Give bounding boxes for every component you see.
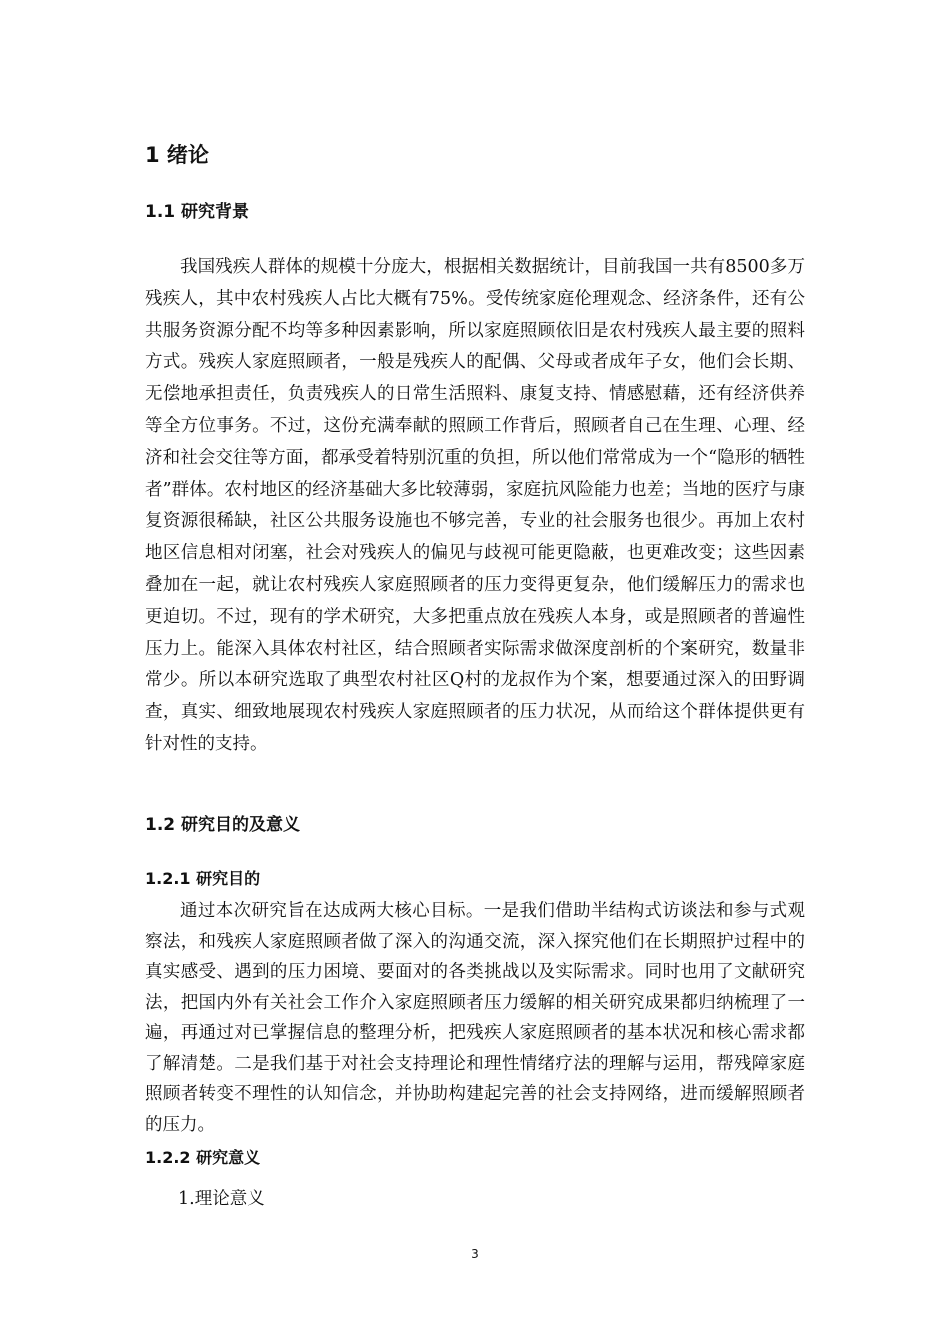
subsection-heading-1-2-2: 1.2.2 研究意义 [145, 1148, 261, 1167]
subsection-heading-1-2-1: 1.2.1 研究目的 [145, 869, 261, 888]
section-heading-1-1: 1.1 研究背景 [145, 202, 250, 222]
list-item-theoretical-significance: 1.理论意义 [178, 1189, 265, 1209]
chapter-title: 1 绪论 [145, 143, 209, 167]
page-number: 3 [471, 1247, 479, 1261]
background-paragraph: 我国残疾人群体的规模十分庞大，根据相关数据统计，目前我国一共有8500多万残疾人，其中农村残疾人占比大概有75%。受传统家庭伦理观念、经济条件，还有公共服务资源分配不均等多种因素影响，所以家庭照顾依旧是农村残疾人最主要的照料方式。残疾人家庭照顾者，一般是残疾人的配偶、父母或者成年子女，他们会长期、无偿地承担责任，负责残疾人的日常生活照料、康复支持、情感慰藉，还有经济供养等全方位事务。不过，这份充满奉献的照顾工作背后，照顾者自己在生理、心理、经济和社会交往等方面，都承受着特别沉重的负担，所以他们常常成为一个“隐形的牺牲者”群体。农村地区的经济基础大多比较薄弱，家庭抗风险能力也差；当地的医疗与康复资源很稀缺，社区公共服务设施也不够完善，专业的社会服务也很少。再加上农村地区信息相对闭塞，社会对残疾人的偏见与歧视可能更隐蔽，也更难改变；这些因素叠加在一起，就让农村残疾人家庭照顾者的压力变得更复杂，他们缓解压力的需求也更迫切。不过，现有的学术研究，大多把重点放在残疾人本身，或是照顾者的普遍性压力上。能深入具体农村社区，结合照顾者实际需求做深度剖析的个案研究，数量非常少。所以本研究选取了典型农村社区Q村的龙叔作为个案，想要通过深入的田野调查，真实、细致地展现农村残疾人家庭照顾者的压力状况，从而给这个群体提供更有针对性的支持。 [145, 257, 805, 754]
section-heading-1-2: 1.2 研究目的及意义 [145, 815, 301, 835]
purpose-paragraph: 通过本次研究旨在达成两大核心目标。一是我们借助半结构式访谈法和参与式观察法，和残疾人家庭照顾者做了深入的沟通交流，深入探究他们在长期照护过程中的真实感受、遇到的压力困境、要面对的各类挑战以及实际需求。同时也用了文献研究法，把国内外有关社会工作介入家庭照顾者压力缓解的相关研究成果都归纳梳理了一遍，再通过对已掌握信息的整理分析，把残疾人家庭照顾者的基本状况和核心需求都了解清楚。二是我们基于对社会支持理论和理性情绪疗法的理解与运用，帮残障家庭照顾者转变不理性的认知信念，并协助构建起完善的社会支持网络，进而缓解照顾者的压力。 [145, 901, 805, 1135]
